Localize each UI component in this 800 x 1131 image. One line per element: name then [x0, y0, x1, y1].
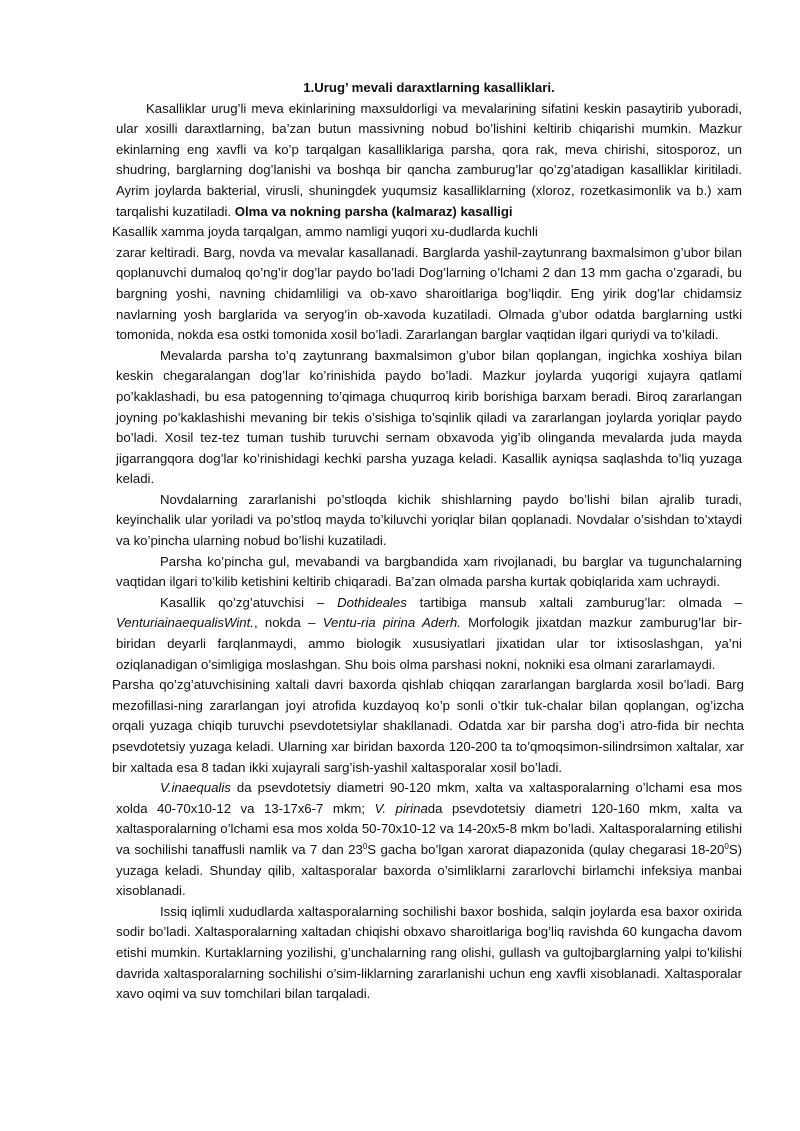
pathogen-text-c: tartibiga mansub xaltali zamburug’lar: olmada –: [419, 594, 742, 610]
paragraph-flower-damage: Parsha ko’pincha gul, mevabandi va bargbandida xam rivojlanadi, bu barglar va tugunchalarning vaqtidan ilgari to’kilib ketishini keltirib chiqaradi. Ba’zan olmada parsha kurtak qobiqlarida xam uchraydi.: [116, 553, 742, 590]
paragraph-parsha-symptoms: zarar keltiradi. Barg, novda va mevalar kasallanadi. Barglarda yashil-zaytunrang baxmalsimon g’ubor bilan qoplanuvchi dumaloq qo’ng’ir dog’lar paydo bo’ladi Dog’larning o’lchami 2 dan 13 mm gacha o’zgaradi, bu bargning yoshi, navning chidamliligi va ob-xavo sharoitlariga bog’liqdir. Eng yirik dog’lar chidamsiz navlarning yosh barglarida va seryog’in ob-xavoda kuzatiladi. Olmada g’ubor odatda barglarning ustki tomonida, nokda esa ostki tomonida xosil bo’ladi. Zararlangan barglar vaqtidan ilgari quriydi va to’kiladi.: [116, 244, 742, 343]
pathogen-text-a: Kasallik qo’zg’atuvchisi –: [160, 594, 325, 610]
measurements-text-f: S) yuzaga keladi. Shunday qilib, xaltasporalar baxorda o’simliklarni zararlovchi birlamchi infeksiya manbai xisoblanadi.: [116, 841, 742, 899]
paragraph-pathogen: [116, 593, 742, 675]
paragraph-fruit-symptoms: Mevalarda parsha to’q zaytunrang baxmalsimon g’ubor bilan qoplangan, ingichka xoshiya bilan keskin chegaralangan dog’lar ko’rinishida paydo bo’ladi. Mazkur joylarda yuqorigi xujayra qatlami po’kaklashadi, bu esa patogenning to’qimaga chuqurroq kirib borishiga barxam beradi. Biroq zararlangan joyning po’kaklashishi mevaning bir tekis o’sishiga to’sqinlik qiladi va zararlangan joylarda yoriqlar paydo bo’ladi. Xosil tez-tez tuman tushib turuvchi sernam obxavoda yig’ib olinganda mevalarda juda mayda jigarrangqora dog’lar ko’rinishidagi kechki parsha yuzaga keladi. Kasallik ayniqsa saqlashda to’liq yuzaga keladi.: [116, 347, 742, 487]
degree-superscript: 0: [362, 841, 368, 851]
pathogen-text-g: Morfologik jixatdan mazkur zamburug’lar bir-biridan deyarli farqlanmaydi, ammo biologik xususiyatlari jixatidan ular tor ixtisoslashgan, ya’ni oziqlanadigan o’simligiga moslashgan. Shu bois olma parshasi nokni, nokniki esa olmani zararlamaydi.: [116, 615, 742, 672]
measurements-text-d: da psevdotetsiy diametri 120-160 mkm, xalta va xaltasporalarning o’lchami esa mos xolda 50-70x10-12 va 14-20x5-8 mkm bo’ladi. Xaltasporalarning etilishi va sochilishi tanaffusli namlik va 7 dan 23: [116, 800, 742, 857]
pathogen-text-e: , nokda –: [253, 615, 316, 631]
paragraph-intro: [116, 99, 742, 223]
measurements-text-b: da psevdotetsiy diametri 90-120 mkm, xalta va xaltasporalarning o’lchami esa mos xolda 40-70x10-12 va 13-17x6-7 mkm;: [116, 780, 742, 816]
paragraph-parsha-first-line: Kasallik xamma joyda tarqalgan, ammo namligi yuqori xu-dudlarda kuchli: [112, 224, 538, 240]
pathogen-pear-species: Ventu-ria pirina Aderh.: [322, 615, 461, 631]
species-inaequalis: V.inaequalis: [160, 780, 231, 796]
document-title: 1.Urug’ mevali daraxtlarning kasalliklari.: [303, 80, 555, 95]
measurements-text-e: S gacha bo’lgan xarorat diapazonida (qulay chegarasi 18-20: [367, 841, 725, 857]
pathogen-order-name: Dothideales: [337, 594, 407, 610]
document-page: [112, 78, 744, 1005]
paragraph-life-cycle: Parsha qo’zg’atuvchisining xaltali davri baxorda qishlab chiqqan zararlangan barglarda xosil bo’ladi. Barg mezofillasi-ning zararlangan joyi atrofida kuzdayoq ko’p sonli o’tkir tuk-chalar bilan qoplangan, og’izcha orqali yuzaga chiqib turuvchi psevdotetsiylar shakllanadi. Odatda xar bir parsha dog’i atro-fida bir nechta psevdotetsiy yuzaga keladi. Ularning xar biridan baxorda 120-200 ta to’qmoqsimon-silindrsimon xaltalar, xar bir xaltada esa 8 tadan ikki xujayrali sarg’ish-yashil xaltasporalar xosil bo’ladi.: [112, 677, 744, 775]
paragraph-shoot-damage: Novdalarning zararlanishi po’stloqda kichik shishlarning paydo bo’lishi bilan ajralib turadi, keyinchalik ular yoriladi va po’stloq mayda to’kiluvchi yoriqlar bilan qoplanadi. Novdalar o’sishdan to’xtaydi va ko’pincha ularning nobud bo’lishi kuzatiladi.: [116, 491, 742, 549]
pathogen-apple-species: VenturiainaequalisWint.: [116, 615, 254, 631]
degree-superscript: 0: [724, 841, 729, 851]
paragraph-measurements: [116, 778, 742, 902]
species-pirina: V. pirina: [374, 800, 428, 816]
section-heading-parsha: Olma va nokning parsha (kalmaraz) kasalligi: [234, 203, 513, 219]
paragraph-intro-text: Kasalliklar urug’li meva ekinlarining maxsuldorligi va mevalarining sifatini keskin pasaytirib yuboradi, ular xosilli daraxtlarning, ba’zan butun massivning nobud bo’lishini keltirib chiqarishi mumkin. Mazkur ekinlarning eng xavfli va ko’p tarqalgan kasalliklariga parsha, qora rak, meva chirishi, sitosporoz, un shudring, barglarning dog’lanishi va boshqa bir qancha zamburug’lar qo’zg’atadigan kasalliklar kiritiladi. Ayrim joylarda bakterial, virusli, shuningdek yuqumsiz kasalliklarning (xloroz, rozetkasimonlik va b.) xam tarqalishi kuzatiladi.: [116, 100, 742, 219]
paragraph-spore-dispersal: Issiq iqlimli xududlarda xaltasporalarning sochilishi baxor boshida, salqin joylarda esa baxor oxirida sodir bo’ladi. Xaltasporalarning xaltadan chiqishi obxavo sharoitlariga bog’liq ravishda 60 kungacha davom etishi mumkin. Kurtaklarning yozilishi, g’unchalarning rang olishi, gullash va gultojbarglarning yalpi to’kilishi davrida xaltasporalarning sochilishi o’sim-liklarning zararlanishi uchun eng xavfli xisoblanadi. Xaltasporalar xavo oqimi va suv tomchilari bilan tarqaladi.: [116, 903, 742, 1002]
